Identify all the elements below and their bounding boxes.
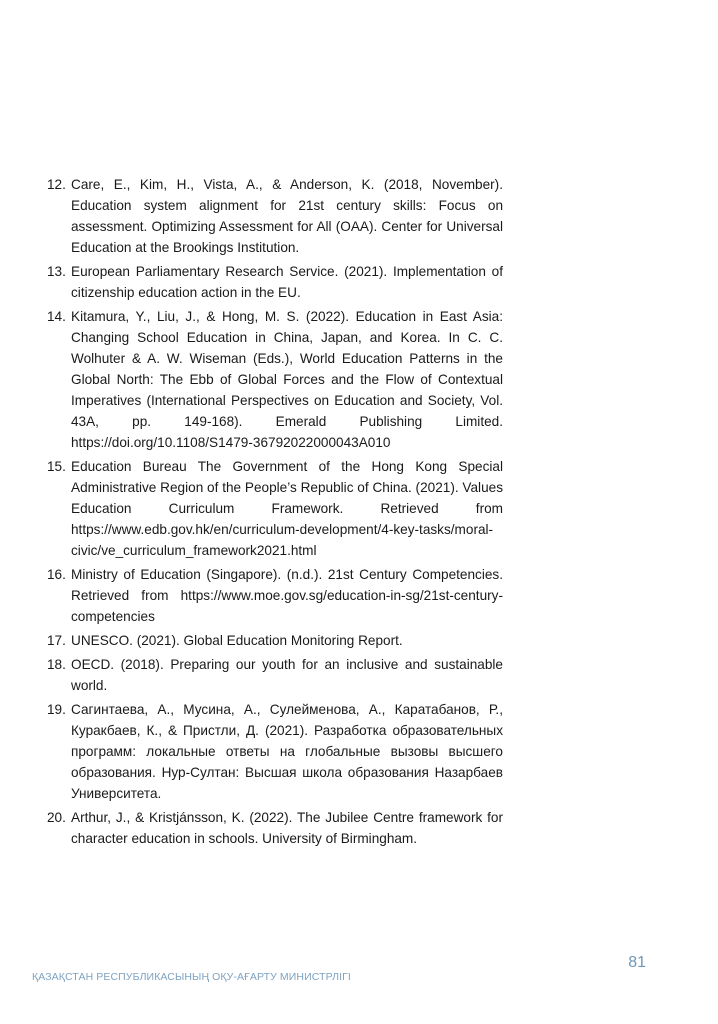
reference-number: 19. [47,702,66,717]
reference-item [47,699,503,804]
reference-number: 14. [47,309,66,324]
reference-text: Care, E., Kim, H., Vista, A., & Anderson, K. (2018, November). Education system alignment for 21st century skills: Focus on assessment. Optimizing Assessment for All (OAA). Center for Universal Education at the Brookings Institution. [71,177,503,255]
reference-text: Kitamura, Y., Liu, J., & Hong, M. S. (2022). Education in East Asia: Changing School Education in China, Japan, and Korea. In C. C. Wolhuter & A. W. Wiseman (Eds.), World Education Patterns in the Global North: The Ebb of Global Forces and the Flow of Contextual Imperatives (International Perspectives on Education and Society, Vol. 43A, pp. 149-168). Emerald Publishing Limited. https://doi.org/10.1108/S1479-36792022000043A010 [71,309,503,450]
reference-item [47,807,503,849]
reference-item [47,306,503,453]
reference-item [47,456,503,561]
reference-text: Ministry of Education (Singapore). (n.d.). 21st Century Competencies. Retrieved from https://www.moe.gov.sg/education-in-sg/21st-century-competencies [71,567,503,624]
reference-text: Education Bureau The Government of the Hong Kong Special Administrative Region of the People’s Republic of China. (2021). Values Education Curriculum Framework. Retrieved from https://www.edb.gov.hk/en/curriculum-development/4-key-tasks/moral-civic/ve_curriculum_framework2021.html [71,459,503,558]
footer-ministry-name: ҚАЗАҚСТАН РЕСПУБЛИКАСЫНЫҢ ОҚУ-АҒАРТУ МИНИСТРЛІГІ [32,971,351,983]
reference-number: 15. [47,459,66,474]
reference-number: 18. [47,657,66,672]
page-number: 81 [628,954,646,971]
reference-number: 20. [47,810,66,825]
reference-list [47,174,503,852]
reference-text: Сагинтаева, А., Мусина, А., Сулейменова, А., Каратабанов, Р., Куракбаев, К., & Пристли, Д. (2021). Разработка образовательных программ: локальные ответы на глобальные вызовы высшего образования. Нур-Султан: Высшая школа образования Назарбаев Университета. [71,702,503,801]
reference-item [47,654,503,696]
reference-text: European Parliamentary Research Service. (2021). Implementation of citizenship education action in the EU. [71,264,503,300]
reference-number: 13. [47,264,66,279]
reference-number: 12. [47,177,66,192]
reference-item [47,261,503,303]
reference-text: Arthur, J., & Kristjánsson, K. (2022). The Jubilee Centre framework for character education in schools. University of Birmingham. [71,810,503,846]
reference-item [47,630,503,651]
reference-item [47,564,503,627]
reference-text: OECD. (2018). Preparing our youth for an inclusive and sustainable world. [71,657,503,693]
reference-item [47,174,503,258]
reference-text: UNESCO. (2021). Global Education Monitoring Report. [71,633,403,648]
reference-number: 17. [47,633,66,648]
reference-number: 16. [47,567,66,582]
